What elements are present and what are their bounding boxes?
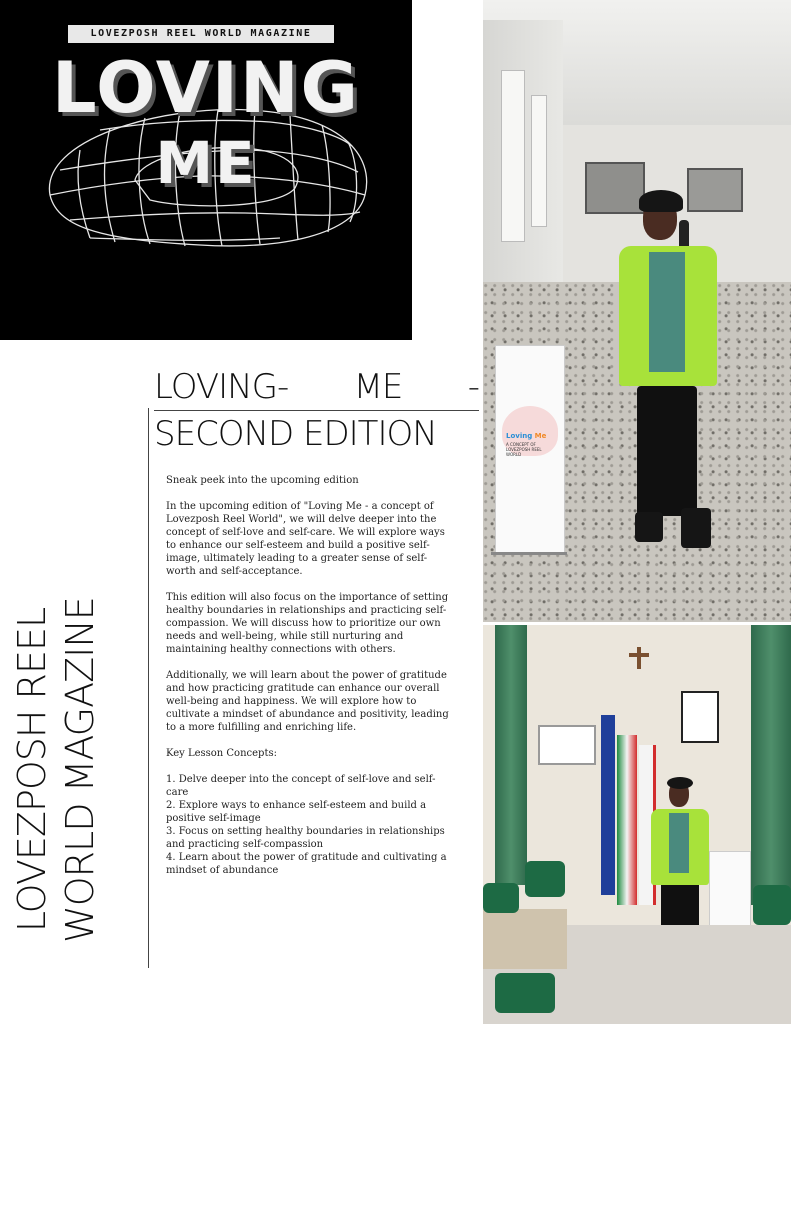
cover-banner: LOVEZPOSH REEL WORLD MAGAZINE (68, 25, 334, 43)
key-lessons-heading: Key Lesson Concepts: (166, 748, 277, 759)
side-label-line2: WORLD MAGAZINE (58, 597, 102, 943)
lesson-item: 2. Explore ways to enhance self-esteem and build a positive self-image (166, 800, 427, 824)
meeting-room-photo (483, 625, 791, 1024)
heading-word-me: ME (353, 367, 403, 407)
banner-brand-me: Me (534, 432, 547, 440)
lesson-item: 1. Delve deeper into the concept of self-love and self-care (166, 774, 436, 798)
article-paragraph-1: In the upcoming edition of "Loving Me - a concept of Lovezposh Reel World", we will delve deeper into the concept of self-love and self-care. We will explore ways to enhance our self-esteem and build a positive self-image, ultimately leading to a greater sense of self-worth and self-acceptance. (166, 501, 445, 577)
cover-title-loving: LOVING (52, 47, 360, 129)
article-body (166, 474, 456, 877)
hallway-photo (483, 0, 791, 622)
banner-subtitle: A CONCEPT OF LOVEZPOSH REEL WORLD (506, 442, 542, 457)
roll-up-banner (495, 345, 565, 555)
article-paragraph-3: Additionally, we will learn about the power of gratitude and how practicing gratitude can enhance our overall well-being and happiness. We will explore how to cultivate a mindset of abundance and positivity, leading to a more fulfilling and enriching life. (166, 670, 449, 733)
lesson-item: 4. Learn about the power of gratitude and cultivating a mindset of abundance (166, 852, 447, 876)
article-heading (154, 366, 479, 455)
heading-second-edition: SECOND EDITION (154, 410, 479, 455)
banner-brand-loving: Loving (506, 432, 533, 440)
heading-word-loving: LOVING- (154, 367, 289, 407)
article-intro: Sneak peek into the upcoming edition (166, 475, 359, 486)
article-paragraph-2: This edition will also focus on the importance of setting healthy boundaries in relationships and practicing self-compassion. We will discuss how to prioritize our own needs and well-being, while still nurturing and maintaining healthy connections with others. (166, 592, 449, 655)
vertical-magazine-label (8, 330, 108, 1210)
heading-dash: - (467, 367, 479, 407)
cover-title-me: ME (155, 129, 257, 197)
person-figure (601, 190, 731, 560)
cover-artwork (0, 0, 412, 340)
vertical-divider (148, 408, 149, 968)
lesson-item: 3. Focus on setting healthy boundaries in relationships and practicing self-compassion (166, 826, 445, 850)
side-label-line1: LOVEZPOSH REEL (10, 607, 54, 933)
